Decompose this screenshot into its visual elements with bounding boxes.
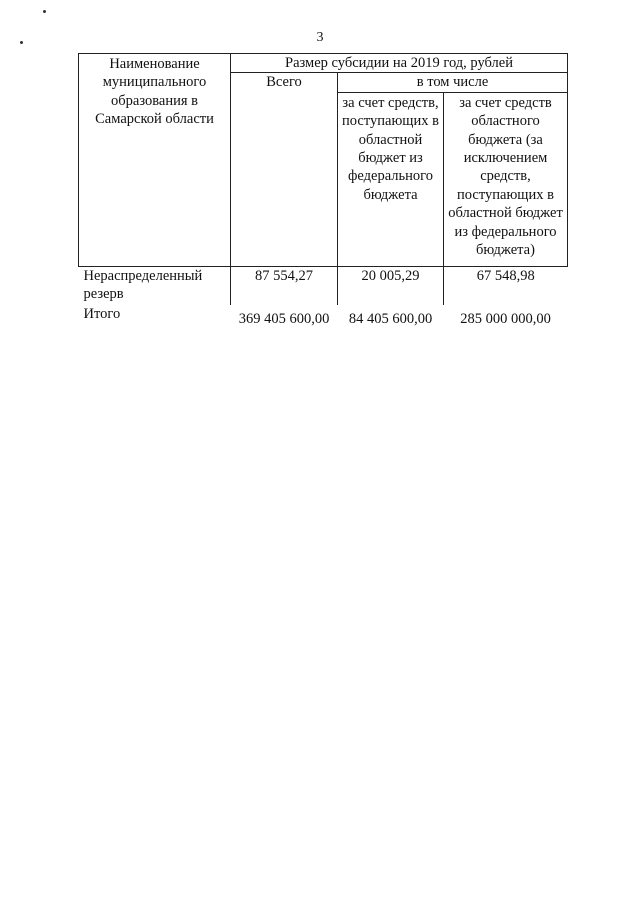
total-column-header: Всего	[231, 73, 338, 266]
row-name: Итого	[83, 305, 121, 322]
row-total: 369 405 600,00	[238, 311, 330, 328]
row-regional: 67 548,98	[444, 266, 568, 305]
federal-column-header: за счет средств, поступающих в областной бюджет из федерального бюджета	[338, 92, 444, 266]
subsidy-size-header: Размер субсидии на 2019 год, рублей	[231, 54, 568, 73]
table-row	[79, 305, 568, 332]
subsidy-table	[78, 53, 568, 332]
municipality-column-header: Наименование муниципального образования в Самарской области	[79, 54, 231, 267]
page-number: 3	[316, 30, 324, 45]
scan-speck	[43, 10, 46, 13]
row-regional: 285 000 000,00	[460, 311, 551, 328]
row-name: Нераспределенный резерв	[79, 266, 231, 305]
row-total: 87 554,27	[231, 266, 338, 305]
including-header: в том числе	[338, 73, 568, 92]
table-header-row	[79, 54, 568, 73]
row-federal: 20 005,29	[338, 266, 444, 305]
row-federal: 84 405 600,00	[348, 311, 433, 328]
table-row	[79, 266, 568, 305]
regional-column-header: за счет средств областного бюджета (за исключением средств, поступающих в областной бюджет из федерального бюджета)	[444, 92, 568, 266]
